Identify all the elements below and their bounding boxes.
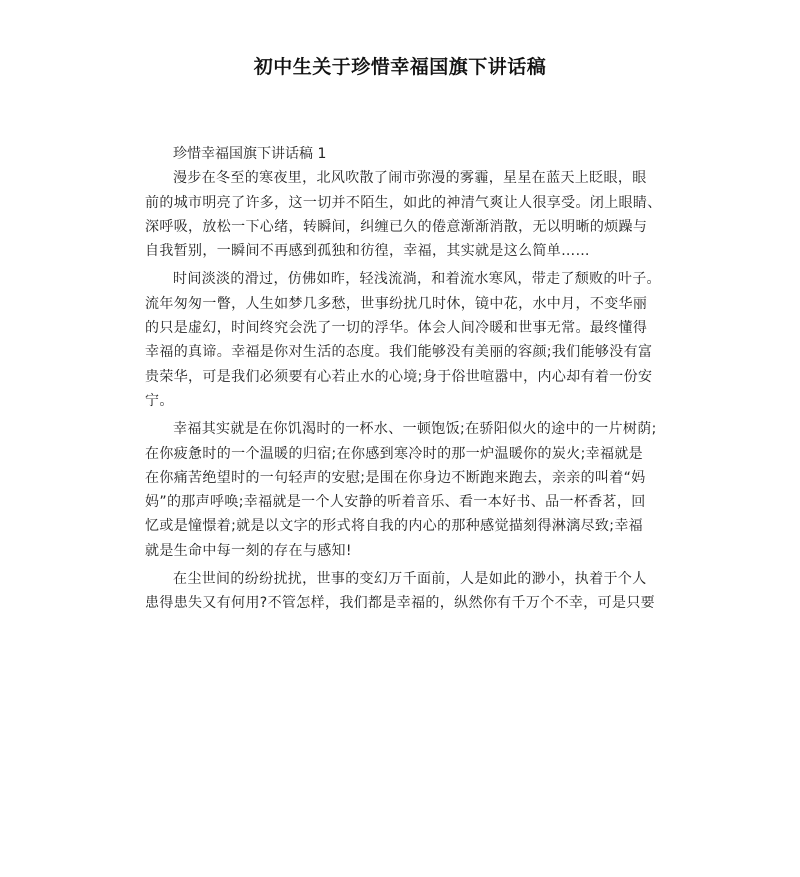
text-line: 幸福其实就是在你饥渴时的一杯水、一顿饱饭;在骄阳似火的途中的一片树荫;	[173, 421, 657, 438]
text-line: 流年匆匆一瞥，人生如梦几多愁，世事纷扰几时休，镜中花，水中月，不变华丽	[145, 295, 648, 312]
paragraph-4	[145, 567, 665, 616]
paragraph-3	[145, 417, 665, 563]
document-title: 初中生关于珍惜幸福国旗下讲话稿	[253, 56, 547, 78]
text-line: 贵荣华，可是我们必须要有心若止水的心境;身于俗世喧嚣中，内心却有着一份安	[145, 368, 653, 385]
text-line: 的只是虚幻，时间终究会洗了一切的浮华。体会人间冷暖和世事无常。最终懂得	[145, 320, 648, 337]
text-line: 在你痛苦绝望时的一句轻声的安慰;是围在你身边不断跑来跑去，亲亲的叫着“妈	[145, 469, 646, 486]
text-line: 深呼吸，放松一下心绪，转瞬间，纠缠已久的倦意渐渐消散，无以明晰的烦躁与	[145, 218, 648, 235]
text-line: 忆或是憧憬着;就是以文字的形式将自我的内心的那种感觉描刻得淋漓尽致;幸福	[145, 518, 644, 535]
text-line: 自我暂别，一瞬间不再感到孤独和彷徨，幸福，其实就是这么简单……	[145, 243, 590, 260]
text-line: 在尘世间的纷纷扰扰，世事的变幻万千面前，人是如此的渺小，执着于个人	[173, 571, 647, 588]
section-heading: 珍惜幸福国旗下讲话稿 1	[173, 146, 327, 162]
text-line: 宁。	[145, 392, 174, 409]
text-line: 患得患失又有何用?不管怎样，我们都是幸福的，纵然你有千万个不幸，可是只要	[145, 595, 656, 612]
text-line: 妈”的那声呼唤;幸福就是一个人安静的听着音乐、看一本好书、品一杯香茗，回	[145, 494, 646, 511]
text-line: 时间淡淡的滑过，仿佛如昨，轻浅流淌，和着流水寒风，带走了颓败的叶子。	[173, 271, 661, 288]
text-line: 在你疲惫时的一个温暖的归宿;在你感到寒冷时的那一炉温暖你的炭火;幸福就是	[145, 445, 644, 462]
document-body	[145, 142, 665, 616]
text-line: 幸福的真谛。幸福是你对生活的态度。我们能够没有美丽的容颜;我们能够没有富	[145, 344, 653, 361]
text-line: 漫步在冬至的寒夜里，北风吹散了闹市弥漫的雾霾，星星在蓝天上眨眼，眼	[173, 170, 647, 187]
text-line: 前的城市明亮了许多，这一切并不陌生，如此的神清气爽让人很享受。闭上眼睛、	[145, 194, 662, 211]
text-line: 就是生命中每一刻的存在与感知!	[145, 542, 352, 559]
paragraph-2	[145, 267, 665, 413]
paragraph-1	[145, 166, 665, 263]
